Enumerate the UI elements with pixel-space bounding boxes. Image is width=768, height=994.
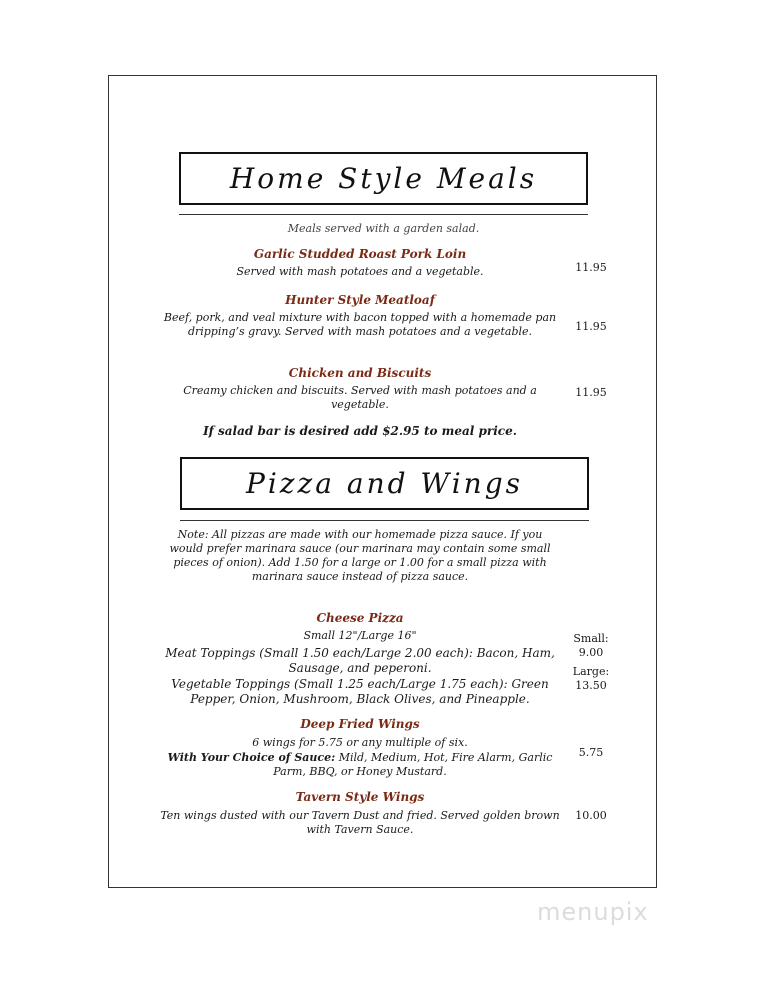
home-style-meals-title-box xyxy=(179,152,588,205)
item-desc-chicken-biscuits: Creamy chicken and biscuits. Served with mash potatoes and a vegetable. xyxy=(183,384,537,411)
item-name-chicken-biscuits: Chicken and Biscuits xyxy=(288,366,432,380)
item-name-pork-loin: Garlic Studded Roast Pork Loin xyxy=(253,247,467,261)
menupix-watermark: menupix xyxy=(537,898,649,926)
pizza-sauce-note: Note: All pizzas are made with our homemade pizza sauce. If you would prefer marinara sauce (our marinara may contain some small pieces of onion). Add 1.50 for a large or 1.00 for a small pizza with marinara sauce instead of pizza sauce. xyxy=(169,528,551,583)
pizza-wings-title: Pizza and Wings xyxy=(245,467,523,500)
tavern-wings-desc: Ten wings dusted with our Tavern Dust and fried. Served golden brown with Tavern Sauce. xyxy=(160,809,560,836)
item-desc-pork-loin: Served with mash potatoes and a vegetable. xyxy=(236,265,484,278)
item-name-meatloaf: Hunter Style Meatloaf xyxy=(285,293,435,307)
wings-desc: 6 wings for 5.75 or any multiple of six. xyxy=(252,736,468,749)
home-subtitle: Meals served with a garden salad. xyxy=(287,222,480,235)
wings-sauce-line xyxy=(155,751,565,779)
cheese-pizza-sizes: Small 12"/Large 16" xyxy=(303,629,417,642)
cheese-pizza-large-label: Large: xyxy=(572,665,610,678)
home-divider xyxy=(179,214,588,215)
wings-sauce-label: With Your Choice of Sauce: xyxy=(167,751,336,764)
wings-price: 5.75 xyxy=(578,746,604,759)
wings-sauce-list: Mild, Medium, Hot, Fire Alarm, Garlic Parm, BBQ, or Honey Mustard. xyxy=(273,751,553,778)
item-name-tavern-wings: Tavern Style Wings xyxy=(295,790,425,804)
item-price-meatloaf: 11.95 xyxy=(575,320,607,333)
item-desc-meatloaf: Beef, pork, and veal mixture with bacon topped with a homemade pan dripping’s gravy. Served with mash potatoes and a vegetable. xyxy=(163,311,557,338)
item-name-deep-fried-wings: Deep Fried Wings xyxy=(300,717,420,731)
meat-toppings: Meat Toppings (Small 1.50 each/Large 2.00 each): Bacon, Ham, Sausage, and peperoni. xyxy=(165,646,555,675)
salad-bar-note: If salad bar is desired add $2.95 to meal price. xyxy=(203,424,517,438)
vegetable-toppings: Vegetable Toppings (Small 1.25 each/Large 1.75 each): Green Pepper, Onion, Mushroom, Black Olives, and Pineapple. xyxy=(171,677,549,706)
pizza-divider xyxy=(180,520,589,521)
item-name-cheese-pizza: Cheese Pizza xyxy=(316,611,404,625)
cheese-pizza-small-label: Small: xyxy=(573,632,609,645)
item-price-pork-loin: 11.95 xyxy=(575,261,607,274)
cheese-pizza-small-price: 9.00 xyxy=(578,646,604,659)
pizza-wings-title-box xyxy=(180,457,589,510)
home-style-meals-title: Home Style Meals xyxy=(229,162,538,195)
tavern-wings-price: 10.00 xyxy=(575,809,607,822)
cheese-pizza-large-price: 13.50 xyxy=(575,679,607,692)
item-price-chicken-biscuits: 11.95 xyxy=(575,386,607,399)
